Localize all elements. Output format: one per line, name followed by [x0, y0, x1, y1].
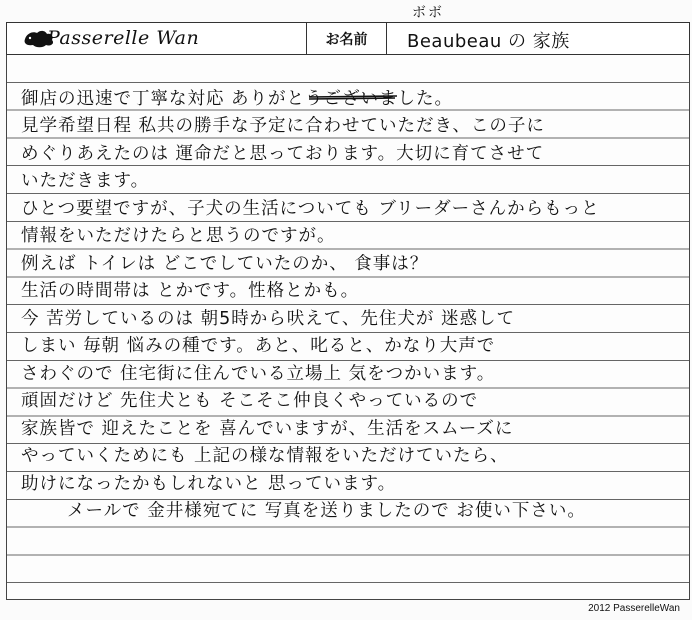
scribble-strikeout [307, 92, 399, 102]
letter-body [6, 55, 690, 600]
letter-line: メールで 金井様宛てに 写真を送りましたので お使い下さい。 [67, 501, 586, 521]
letter-line: めぐりあえたのは 運命だと思っております。大切に育てさせて [21, 144, 545, 164]
copyright-footer: 2012 PasserelleWan [588, 603, 680, 614]
letter-line: いただきます。 [21, 171, 150, 191]
letter-line: 助けになったかもしれないと 思っています。 [21, 474, 397, 494]
letter-line: 見学希望日程 私共の勝手な予定に合わせていただき、この子に [21, 116, 545, 136]
header-row [6, 22, 690, 55]
letter-line: 家族皆で 迎えたことを 喜んでいますが、生活をスムーズに [21, 419, 514, 439]
name-cell [387, 23, 689, 54]
letter-line: 生活の時間帯は とかです。性格とかも。 [21, 281, 360, 301]
name-value: Beaubeau の 家族 [407, 31, 570, 52]
logo-cell [7, 23, 307, 54]
letter-line: 情報をいただけたらと思うのですが。 [21, 226, 336, 246]
letter-line: 頑固だけど 先住犬とも そこそこ仲良くやっているので [21, 391, 479, 411]
name-reading: ボボ [412, 5, 444, 21]
letter-line: ひとつ要望ですが、子犬の生活についても ブリーダーさんからもっと [21, 199, 600, 219]
letter-line: 例えば トイレは どこでしていたのか、 食事は？ [21, 254, 429, 274]
letter-line: やっていくためにも 上記の様な情報をいただけていたら、 [21, 446, 509, 466]
letter-line: 今 苦労しているのは 朝5時から吠えて、先住犬が 迷惑して [21, 309, 515, 329]
letter-line: しまい 毎朝 悩みの種です。あと、叱ると、かなり大声で [21, 336, 496, 356]
logo-text: Passerelle Wan [47, 27, 200, 49]
letter-line: さわぐので 住宅街に住んでいる立場上 気をつかいます。 [21, 364, 496, 384]
letter-line: 御店の迅速で丁寧な対応 ありがとうございました。 [21, 89, 454, 109]
name-label: お名前 [307, 23, 387, 54]
